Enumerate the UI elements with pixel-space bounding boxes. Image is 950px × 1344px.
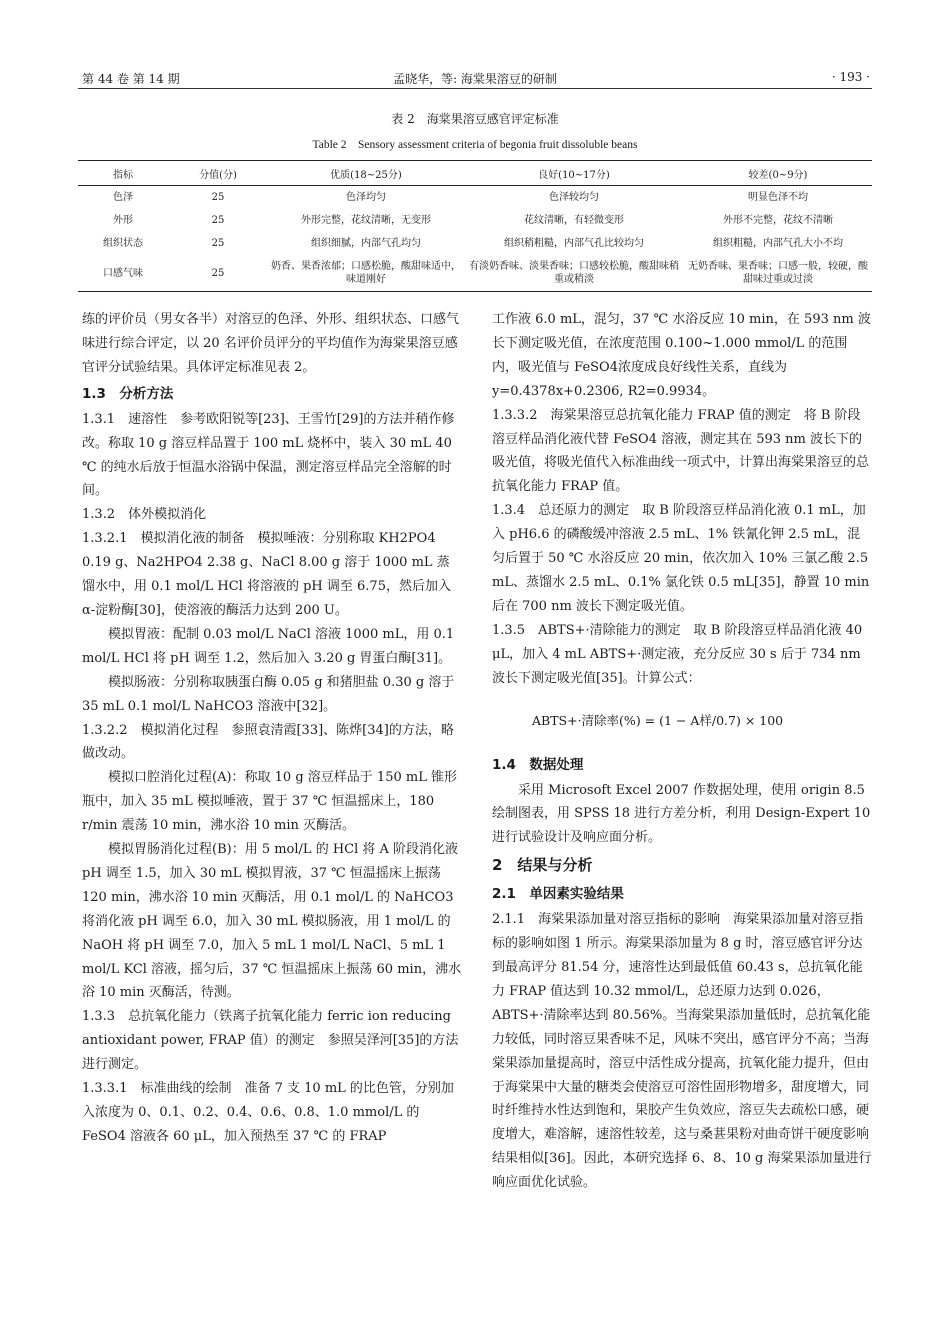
chapter-heading: 2 结果与分析 xyxy=(492,856,593,875)
section-heading: 1.3 分析方法 xyxy=(82,385,174,402)
paragraph: 模拟口腔消化过程(A)：称取 10 g 溶豆样品于 150 mL 锥形瓶中，加入 35 mL 模拟唾液，置于 37 ℃ 恒温摇床上，180 r/min 震荡 10 min，沸水浴 10 min 灭酶活。 xyxy=(82,770,457,834)
table-cell: 口感气味 xyxy=(78,255,168,292)
paragraph: 2.1.1 海棠果添加量对溶豆指标的影响 海棠果添加量对溶豆指标的影响如图 1 所示。海棠果添加量为 8 g 时，溶豆感官评分达到最高评分 81.54 分，速溶性达到最低值 60.43 s，总抗氧化能力 FRAP 值达到 10.32 mmol/L，总还原力达到 0.026，ABTS+·清除率达到 80.56%。当海棠果添加量低时，总抗氧化能力较低，同时溶豆果香味不足，风味不突出，感官评分不高；当海棠果添加量提高时，溶豆中活性成分提高，抗氧化能力提升，但由于海棠果中大量的糖类会使溶豆可溶性固形物增多，甜度增大，同时纤维持水性达到饱和，果胶产生负效应，溶豆失去疏松口感，硬度增大，难溶解，速溶性较差，这与桑葚果粉对曲奇饼干硬度影响结果相似[36]。因此，本研究选择 6、8、10 g 海棠果添加量进行响应面优化试验。 xyxy=(492,912,872,1191)
table-header-cell: 良好(10~17分) xyxy=(464,161,684,186)
table-header-cell: 分值(分) xyxy=(168,161,268,186)
page-number: · 193 · xyxy=(831,70,870,84)
table-cell: 色泽较均匀 xyxy=(549,192,599,203)
table-header-cell: 指标 xyxy=(78,161,168,186)
table-cell: 组织状态 xyxy=(103,238,143,249)
table-cell: 有淡奶香味、淡果香味；口感较松脆，酸甜味稍重或稍淡 xyxy=(464,255,684,292)
section-heading: 1.4 数据处理 xyxy=(492,756,584,773)
table-cell: 无奶香味、果香味；口感一般，较硬，酸甜味过重或过淡 xyxy=(684,255,872,292)
table-header-row xyxy=(78,161,872,186)
table-row xyxy=(78,186,872,210)
right-column xyxy=(492,308,872,1195)
paragraph: 1.3.2.2 模拟消化过程 参照袁清霞[33]、陈烨[34]的方法，略做改动。 xyxy=(82,722,454,762)
section-heading: 2.1 单因素实验结果 xyxy=(492,886,624,903)
table-cell: 25 xyxy=(211,192,225,203)
paragraph: 1.3.3.2 海棠果溶豆总抗氧化能力 FRAP 值的测定 将 B 阶段溶豆样品消化液代替 FeSO4 溶液，测定其在 593 nm 波长下的吸光值，将吸光值代入标准曲线一项式中，计算出海棠果溶豆的总抗氧化能力 FRAP 值。 xyxy=(492,407,870,495)
table-cell: 外形 xyxy=(113,215,133,226)
table-cell: 花纹清晰，有轻微变形 xyxy=(524,215,624,226)
paragraph: 1.3.4 总还原力的测定 取 B 阶段溶豆样品消化液 0.1 mL，加入 pH6.6 的磷酸缓冲溶液 2.5 mL、1% 铁氰化钾 2.5 mL，混匀后置于 50 ℃ 水浴反应 20 min，依次加入 10% 三氯乙酸 2.5 mL、蒸馏水 2.5 mL、0.1% 氯化铁 0.5 mL[35]，静置 10 min 后在 700 nm 波长下测定吸光值。 xyxy=(492,503,870,614)
table-row xyxy=(78,255,872,292)
formula-text: ABTS+·清除率(%) = (1 − A样/0.7) × 100 xyxy=(532,712,784,728)
table-cell: 25 xyxy=(211,238,225,249)
table-cell: 组织稍粗糙，内部气孔比较均匀 xyxy=(504,238,644,249)
paragraph: 1.3.5 ABTS+·清除能力的测定 取 B 阶段溶豆样品消化液 40 μL，加入 4 mL ABTS+·测定液，充分反应 30 s 后于 734 nm 波长下测定吸光值[35]。计算公式： xyxy=(492,622,863,686)
table-cell: 组织粗糙，内部气孔大小不均 xyxy=(713,238,843,249)
journal-volume: 第 44 卷 第 14 期 xyxy=(82,72,180,86)
paragraph: 1.3.2.1 模拟消化液的制备 模拟唾液：分别称取 KH2PO4 0.19 g、Na2HPO4 2.38 g、NaCl 8.00 g 溶于 1000 mL 蒸馏水中，用 0.1 mol/L HCl 将溶液的 pH 调至 6.75，然后加入 α-淀粉酶[30]，使溶液的酶活力达到 200 U。 xyxy=(82,531,451,618)
table-cell: 色泽 xyxy=(113,192,133,203)
table-cell: 25 xyxy=(211,215,225,226)
paragraph: 采用 Microsoft Excel 2007 作数据处理，使用 origin 8.5 绘制图表，用 SPSS 18 进行方差分析，利用 Design-Expert 10 进行试验设计及响应面分析。 xyxy=(492,782,871,846)
paragraph: 模拟肠液：分别称取胰蛋白酶 0.05 g 和猪胆盐 0.30 g 溶于 35 mL 0.1 mol/L NaHCO3 溶液中[32]。 xyxy=(82,674,455,714)
paragraph: 模拟胃液：配制 0.03 mol/L NaCl 溶液 1000 mL，用 0.1 mol/L HCl 将 pH 调至 1.2，然后加入 3.20 g 胃蛋白酶[31]。 xyxy=(82,626,455,666)
sensory-table xyxy=(78,160,872,292)
table-row xyxy=(78,232,872,255)
table-caption-en: Table 2 Sensory assessment criteria of begonia fruit dissoluble beans xyxy=(312,139,638,151)
table-row xyxy=(78,209,872,232)
table-cell: 明显色泽不均 xyxy=(748,192,808,203)
subsection-heading: 1.3.2 体外模拟消化 xyxy=(82,507,207,523)
table-cell: 25 xyxy=(168,255,268,292)
paragraph: 模拟胃肠消化过程(B)：用 5 mol/L 的 HCl 将 A 阶段消化液 pH 调至 1.5，加入 30 mL 模拟胃液，37 ℃ 恒温摇床上振荡 120 min，沸水浴 10 min 灭酶活，用 0.1 mol/L 的 NaHCO3 将消化液 pH 调至 6.0，加入 30 mL 模拟肠液，用 1 mol/L 的 NaOH 将 pH 调至 7.0，加入 5 mL 1 mol/L NaCl、5 mL 1 mol/L KCl 溶液，摇匀后，37 ℃ 恒温摇床上振荡 60 min，沸水浴 10 min 灭酶活，待测。 xyxy=(82,842,462,1001)
table-cell: 外形完整，花纹清晰，无变形 xyxy=(301,215,431,226)
abts-formula xyxy=(492,691,872,751)
table-cell: 色泽均匀 xyxy=(346,192,386,203)
paragraph: 1.3.3.1 标准曲线的绘制 准备 7 支 10 mL 的比色管，分别加入浓度为 0、0.1、0.2、0.4、0.6、0.8、1.0 mmol/L 的 FeSO4 溶液各 60 μL，加入预热至 37 ℃ 的 FRAP xyxy=(82,1081,454,1144)
paragraph: 工作液 6.0 mL，混匀，37 ℃ 水浴反应 10 min，在 593 nm 波长下测定吸光值，在浓度范围 0.100~1.000 mmol/L 的范围内，吸光值与 FeSO4浓度成良好线性关系，直线为 y=0.4378x+0.2306, R2=0.9934。 xyxy=(492,312,871,399)
header-rule xyxy=(78,88,872,89)
running-title: 孟晓华，等: 海棠果溶豆的研制 xyxy=(393,72,557,86)
paragraph: 1.3.3 总抗氧化能力（铁离子抗氧化能力 ferric ion reducing antioxidant power, FRAP 值）的测定 参照吴泽河[35]的方法进行测定。 xyxy=(82,1009,459,1073)
paragraph: 练的评价员（男女各半）对溶豆的色泽、外形、组织状态、口感气味进行综合评定，以 20 名评价员评分的平均值作为海棠果溶豆感官评分试验结果。具体评定标准见表 2。 xyxy=(82,312,460,375)
table-header-cell: 优质(18~25分) xyxy=(268,161,464,186)
table-cell: 奶香、果香浓郁；口感松脆，酸甜味适中，味道刚好 xyxy=(268,255,464,292)
table-cell: 外形不完整，花纹不清晰 xyxy=(723,215,833,226)
paragraph: 1.3.1 速溶性 参考欧阳锐等[23]、王雪竹[29]的方法并稍作修改。称取 10 g 溶豆样品置于 100 mL 烧杯中，装入 30 mL 40 ℃ 的纯水后放于恒温水浴锅中保温，测定溶豆样品完全溶解的时间。 xyxy=(82,411,455,499)
table-caption-cn: 表 2 海棠果溶豆感官评定标准 xyxy=(391,112,559,126)
table-cell: 组织细腻，内部气孔均匀 xyxy=(311,238,421,249)
left-column xyxy=(82,308,462,1149)
table-header-cell: 较差(0~9分) xyxy=(684,161,872,186)
